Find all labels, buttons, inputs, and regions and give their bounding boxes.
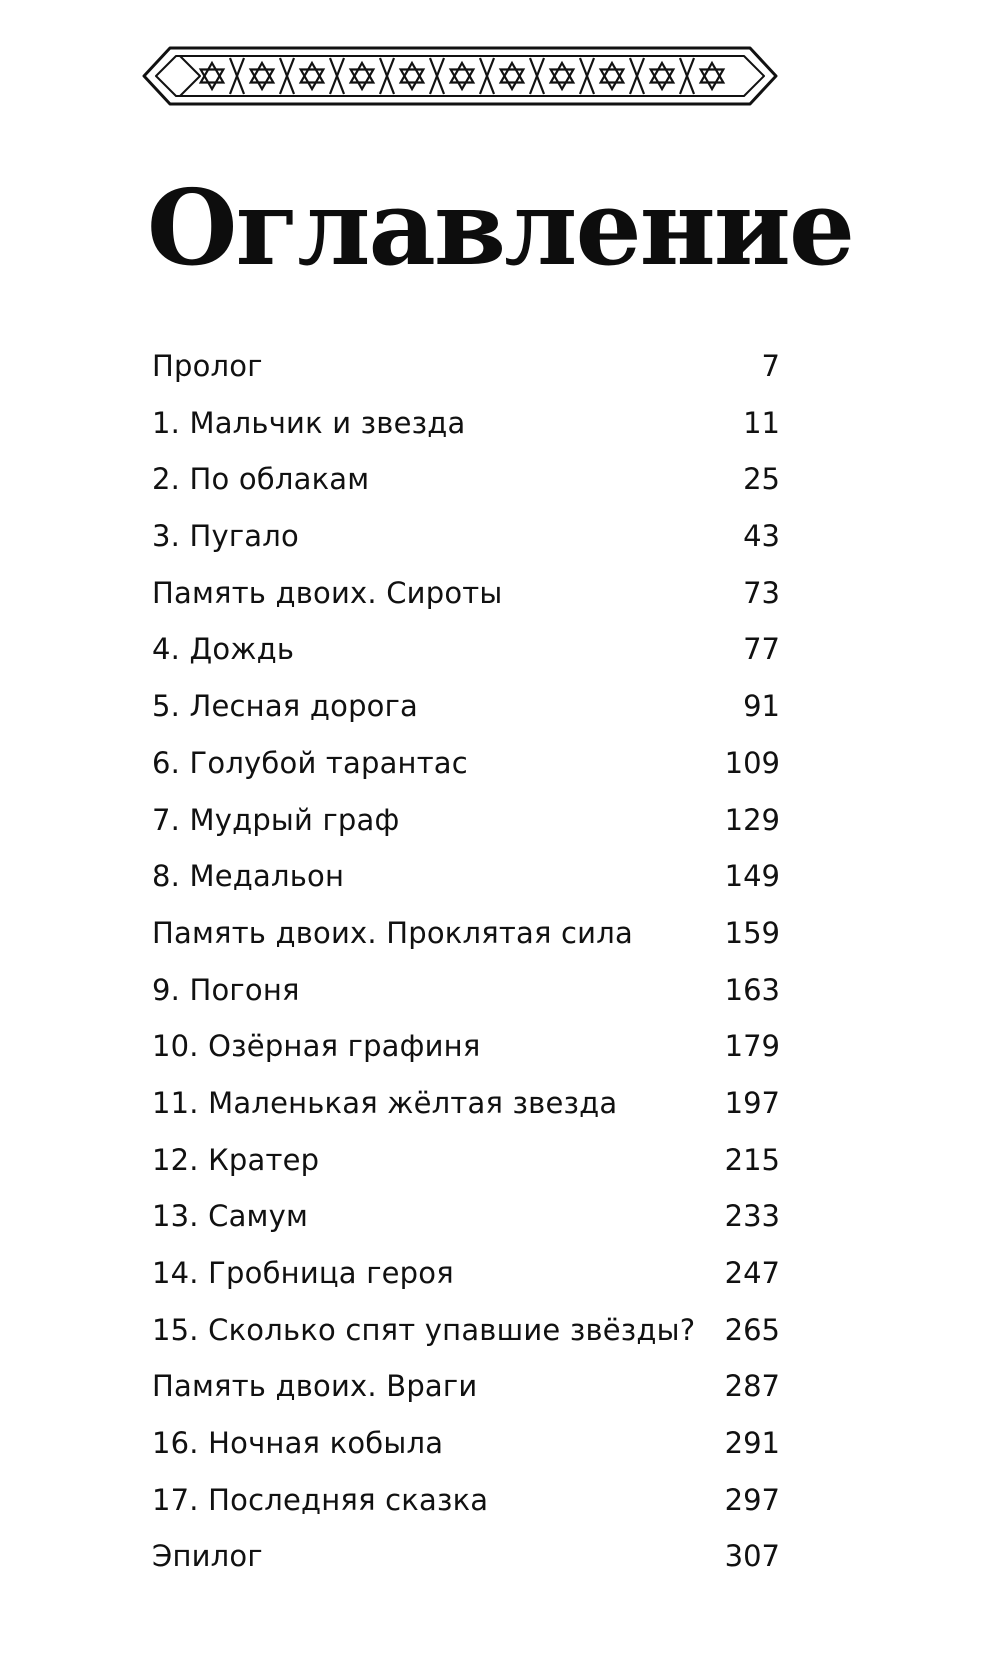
toc-entry-page: 197	[724, 1085, 780, 1120]
toc-row	[152, 1302, 780, 1359]
toc-row	[152, 451, 780, 508]
toc-entry-title: 5. Лесная дорога	[152, 689, 419, 724]
toc-row	[152, 1018, 780, 1075]
toc-entry-page: 297	[724, 1482, 780, 1517]
toc-row	[152, 1358, 780, 1415]
toc-entry-page: 109	[724, 745, 780, 780]
toc-entry-title: 12. Кратер	[152, 1142, 320, 1177]
toc-entry-title: 11. Маленькая жёлтая звезда	[152, 1085, 618, 1120]
toc-entry-title: 9. Погоня	[152, 972, 300, 1007]
toc-entry-title: Эпилог	[152, 1539, 263, 1574]
toc-entry-title: Память двоих. Враги	[152, 1369, 478, 1404]
toc-row	[152, 338, 780, 395]
table-of-contents	[152, 338, 780, 1585]
toc-row	[152, 678, 780, 735]
toc-entry-page: 43	[743, 519, 780, 554]
toc-entry-title: 17. Последняя сказка	[152, 1482, 489, 1517]
toc-row	[152, 565, 780, 622]
toc-entry-title: Память двоих. Сироты	[152, 575, 503, 610]
toc-entry-title: 6. Голубой тарантас	[152, 745, 468, 780]
toc-entry-title: Пролог	[152, 349, 263, 383]
toc-row	[152, 962, 780, 1019]
toc-entry-page: 163	[724, 972, 780, 1007]
toc-entry-page: 179	[724, 1029, 780, 1064]
toc-row	[152, 905, 780, 962]
toc-entry-page: 233	[724, 1199, 780, 1234]
toc-entry-page: 11	[743, 405, 780, 440]
toc-entry-page: 91	[743, 689, 780, 724]
toc-row	[152, 848, 780, 905]
toc-row	[152, 1528, 780, 1585]
toc-entry-title: 15. Сколько спят упавшие звёзды?	[152, 1312, 696, 1347]
toc-row	[152, 1245, 780, 1302]
toc-entry-title: 10. Озёрная графиня	[152, 1029, 481, 1064]
toc-row	[152, 1132, 780, 1189]
toc-row	[152, 792, 780, 849]
toc-row	[152, 508, 780, 565]
toc-entry-page: 129	[724, 802, 780, 837]
toc-entry-page: 307	[724, 1539, 780, 1574]
toc-entry-title: 1. Мальчик и звезда	[152, 405, 466, 440]
star-lattice-ornament-icon	[140, 42, 780, 110]
toc-entry-title: 16. Ночная кобыла	[152, 1426, 444, 1461]
toc-entry-title: 8. Медальон	[152, 859, 345, 894]
toc-entry-title: 13. Самум	[152, 1199, 309, 1234]
toc-entry-page: 287	[724, 1369, 780, 1404]
toc-entry-title: 7. Мудрый граф	[152, 802, 400, 837]
toc-entry-title: Память двоих. Проклятая сила	[152, 915, 633, 950]
toc-entry-page: 7	[761, 349, 780, 383]
toc-entry-page: 291	[724, 1426, 780, 1461]
toc-row	[152, 1075, 780, 1132]
toc-entry-title: 14. Гробница героя	[152, 1256, 454, 1290]
toc-row	[152, 1415, 780, 1472]
toc-row	[152, 1472, 780, 1529]
toc-entry-title: 4. Дождь	[152, 632, 295, 667]
toc-entry-page: 247	[724, 1256, 780, 1290]
toc-row	[152, 621, 780, 678]
toc-entry-page: 159	[724, 915, 780, 950]
toc-entry-page: 77	[743, 632, 780, 667]
toc-entry-title: 2. По облакам	[152, 462, 370, 497]
toc-row	[152, 1188, 780, 1245]
toc-entry-title: 3. Пугало	[152, 519, 299, 554]
toc-entry-page: 215	[724, 1142, 780, 1177]
toc-row	[152, 735, 780, 792]
toc-entry-page: 265	[724, 1312, 780, 1347]
page-title: Оглавление	[146, 166, 854, 289]
toc-entry-page: 73	[743, 575, 780, 610]
toc-entry-page: 149	[724, 859, 780, 894]
toc-row	[152, 395, 780, 452]
toc-entry-page: 25	[743, 462, 780, 497]
